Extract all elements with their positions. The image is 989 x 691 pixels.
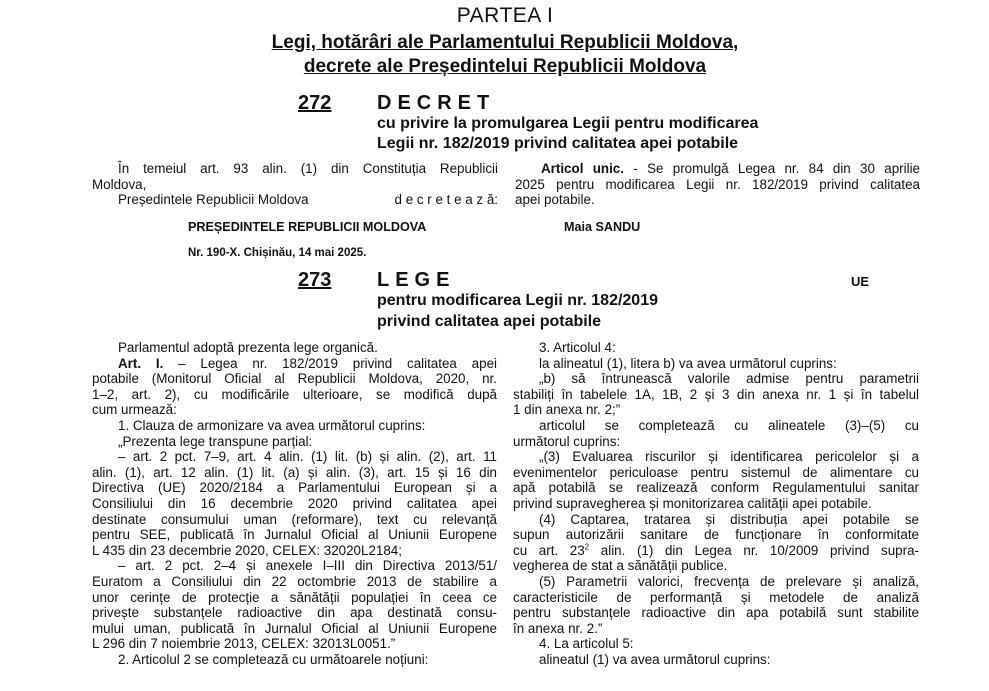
decree-left-column <box>92 161 498 208</box>
law-left-line: – art. 2 pct. 2–4 și anexele I–III din Directiva 2013/51/ <box>118 558 497 574</box>
decree-article-line3: apei potabile. <box>515 192 595 208</box>
law-left-line: destinate consumului uman (reformare), text cu relevanță <box>92 511 497 527</box>
law-right-line: 4. La articolul 5: <box>539 636 634 652</box>
decree-president-text: Președintele Republicii Moldova <box>118 192 309 208</box>
law-right-line: (5) Parametrii valorici, frecvența de prelevare și analiză, <box>539 573 919 589</box>
law-right-line: pentru substanțele radioactive din apa potabilă sunt stabilite <box>513 605 919 621</box>
law-left-line: Consiliului din 16 decembrie 2020 privind calitatea apei <box>92 495 497 511</box>
law-left-line: potabile (Monitorul Oficial al Republicii Moldova, 2020, nr. <box>92 371 497 387</box>
law-left-line: alin. (1), art. 12 alin. (1) lit. (a) și alin. (3), art. 15 și 16 din <box>92 464 497 480</box>
law-left-line: mului uman, publicată în Jurnalul Oficial al Uniunii Europene <box>92 620 497 636</box>
law-left-line: L 435 din 23 decembrie 2020, CELEX: 32020L2184; <box>92 542 402 558</box>
law-title-line1: pentru modificarea Legii nr. 182/2019 <box>377 292 658 309</box>
law-left-column <box>92 340 497 667</box>
law-left-line: „Prezenta lege transpune parțial: <box>118 433 313 449</box>
law-right-line: articolul se completează cu alineatele (3)–(5) cu <box>539 417 919 433</box>
law-left-line: L 296 din 7 noiembrie 2013, CELEX: 32013L0051.” <box>92 636 396 652</box>
law-right-line: următorul cuprins: <box>513 433 621 449</box>
law-left-line: 1–2, art. 2), cu modificările ulterioare, se modifică după <box>92 386 497 402</box>
law-right-line: 1 din anexa nr. 2;” <box>513 402 621 418</box>
signature-name: Maia SANDU <box>564 220 641 234</box>
law-title-line2: privind calitatea apei potabile <box>377 313 602 330</box>
law-right-line: alineatul (1) va avea următorul cuprins: <box>539 651 771 667</box>
law-intro: Parlamentul adoptă prezenta lege organică. <box>118 340 378 355</box>
law-kind: LEGE <box>377 269 456 291</box>
decree-basis-line2: Moldova, <box>92 176 147 192</box>
section-subtitle-line1: Legi, hotărâri ale Parlamentului Republicii Moldova, <box>271 32 739 53</box>
law-number: 273 <box>298 269 332 291</box>
law-left-line: 2. Articolul 2 se completează cu următoarele noțiuni: <box>118 651 429 667</box>
decree-decrees-word: d e c r e t e a z ă: <box>394 192 498 208</box>
law-left-line: cum urmează: <box>92 402 177 418</box>
law-right-line: „(3) Evaluarea riscurilor și identificarea pericolelor și a <box>539 449 919 465</box>
law-right-line-sup: cu art. $23^2$ alin. (1) din Legea nr. 10/2009 privind supra- <box>513 542 919 558</box>
decree-title-line2: Legii nr. 182/2019 privind calitatea apei potabile <box>377 135 739 152</box>
law-right-line: stabiliți în tabelele 1A, 1B, 2 și 3 din anexa nr. 1 și în tabelul <box>513 386 919 402</box>
law-right-line: apă potabilă se realizează conform Regulamentului sanitar <box>513 480 919 496</box>
law-left-line: unor cerințe de protecție a sănătății populației în ceea ce <box>92 589 497 605</box>
decree-decrees-line <box>92 192 498 208</box>
law-left-line: pentru SEE, publicată în Jurnalul Oficial al Uniunii Europene <box>92 527 497 543</box>
law-right-line: (4) Captarea, tratarea și distribuția apei potabile se <box>539 511 919 527</box>
law-left-line: Euratom a Consiliului din 22 octombrie 2013 de stabilire a <box>92 573 497 589</box>
law-right-line: evenimentelor periculoase pentru sistemul de alimentare cu <box>513 464 919 480</box>
law-right-line: „b) să întrunească valorile admise pentru parametrii <box>539 371 919 387</box>
decree-article-line2: 2025 pentru modificarea Legii nr. 182/2019 privind calitatea <box>515 176 920 192</box>
law-right-line: vegherea de stat a sănătății publice. <box>513 558 728 574</box>
law-right-line: 3. Articolul 4: <box>539 340 616 355</box>
decree-right-column <box>515 161 920 208</box>
law-art-line: Art. I. – Legea nr. 182/2019 privind calitatea apei <box>118 355 497 371</box>
decree-title-line1: cu privire la promulgarea Legii pentru modificarea <box>377 115 759 132</box>
law-art-label: Art. I. <box>118 355 164 371</box>
law-right-line: la alineatul (1), litera b) va avea următorul cuprins: <box>539 355 837 371</box>
part-heading: PARTEA I <box>456 4 554 27</box>
law-left-line: Directiva (UE) 2020/2184 a Parlamentului European și a <box>92 480 497 496</box>
law-right-column <box>513 340 919 667</box>
decree-reference: Nr. 190-X. Chișinău, 14 mai 2025. <box>188 247 367 259</box>
decree-article-line1: Articol unic. - Se promulgă Legea nr. 84 din 30 aprilie <box>541 161 920 176</box>
law-right-line: supun autorizării sanitare de funcționare în conformitate <box>513 527 919 543</box>
law-left-line: 1. Clauza de armonizare va avea următorul cuprins: <box>118 417 426 433</box>
law-left-line: – art. 2 pct. 7–9, art. 4 alin. (1) lit. (b) și alin. (2), art. 11 <box>118 449 497 465</box>
decree-number: 272 <box>298 92 332 114</box>
signature-role: PREȘEDINTELE REPUBLICII MOLDOVA <box>188 220 427 234</box>
law-left-line: privește substanțele radioactive din apa destinată consu- <box>92 605 497 621</box>
decree-article-label: Articol unic. <box>541 161 624 176</box>
eu-badge: UE <box>851 274 870 289</box>
decree-basis-line1: În temeiul art. 93 alin. (1) din Constituția Republicii <box>118 161 498 176</box>
law-right-line: privind supravegherea și monitorizarea calității apei potabile. <box>513 495 872 511</box>
law-right-line: caracteristicile de performanță și metodele de analiză <box>513 589 919 605</box>
section-subtitle-line2: decrete ale Președintelui Republicii Moldova <box>303 56 707 77</box>
decree-kind: DECRET <box>377 92 496 114</box>
law-right-line: în anexa nr. 2.” <box>513 620 603 636</box>
